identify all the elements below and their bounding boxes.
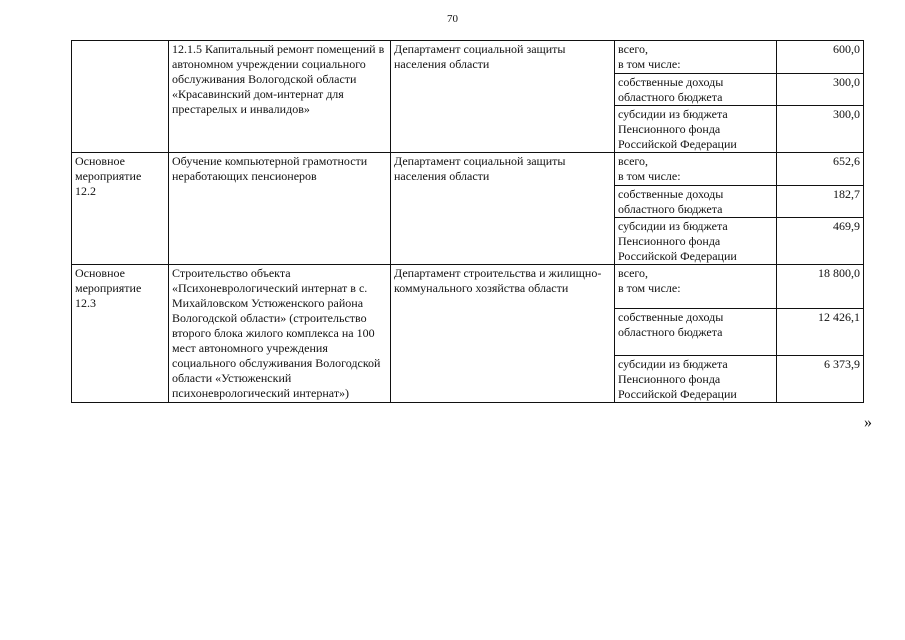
description-cell: 12.1.5 Капитальный ремонт помещений в автономном учреждении социального обслуживания Вологодской области «Красавинский дом-интернат для престарелых и инвалидов» [169, 41, 391, 153]
funding-value-cell: 18 800,0 [777, 265, 864, 309]
funding-source-cell: всего, в том числе: [615, 265, 777, 309]
table-row [72, 265, 864, 309]
description-cell: Обучение компьютерной грамотности неработающих пенсионеров [169, 153, 391, 265]
executor-cell: Департамент социальной защиты населения области [391, 153, 615, 265]
event-cell: Основное мероприятие 12.3 [72, 265, 169, 403]
funding-source-cell: всего, в том числе: [615, 41, 777, 74]
executor-cell: Департамент строительства и жилищно-коммунального хозяйства области [391, 265, 615, 403]
page-number: 70 [447, 13, 458, 25]
event-cell: Основное мероприятие 12.2 [72, 153, 169, 265]
funding-value-cell: 600,0 [777, 41, 864, 74]
executor-cell: Департамент социальной защиты населения области [391, 41, 615, 153]
funding-value-cell: 469,9 [777, 218, 864, 265]
funding-source-cell: субсидии из бюджета Пенсионного фонда Российской Федерации [615, 106, 777, 153]
table-row [72, 153, 864, 186]
table-row [72, 41, 864, 74]
funding-source-cell: собственные доходы областного бюджета [615, 186, 777, 218]
funding-value-cell: 12 426,1 [777, 309, 864, 356]
funding-source-cell: собственные доходы областного бюджета [615, 74, 777, 106]
funding-value-cell: 652,6 [777, 153, 864, 186]
event-cell [72, 41, 169, 153]
funding-table [71, 40, 864, 403]
funding-source-cell: собственные доходы областного бюджета [615, 309, 777, 356]
closing-quote-mark: » [864, 414, 872, 431]
funding-source-cell: субсидии из бюджета Пенсионного фонда Российской Федерации [615, 218, 777, 265]
funding-value-cell: 6 373,9 [777, 356, 864, 403]
funding-value-cell: 300,0 [777, 106, 864, 153]
funding-value-cell: 300,0 [777, 74, 864, 106]
funding-source-cell: всего, в том числе: [615, 153, 777, 186]
funding-source-cell: субсидии из бюджета Пенсионного фонда Российской Федерации [615, 356, 777, 403]
funding-value-cell: 182,7 [777, 186, 864, 218]
description-cell: Строительство объекта «Психоневрологический интернат в с. Михайловском Устюженского района Вологодской области» (строительство второго блока жилого комплекса на 100 мест автономного учреждения социального обслуживания Вологодской области «Устюженский психоневрологический интернат») [169, 265, 391, 403]
